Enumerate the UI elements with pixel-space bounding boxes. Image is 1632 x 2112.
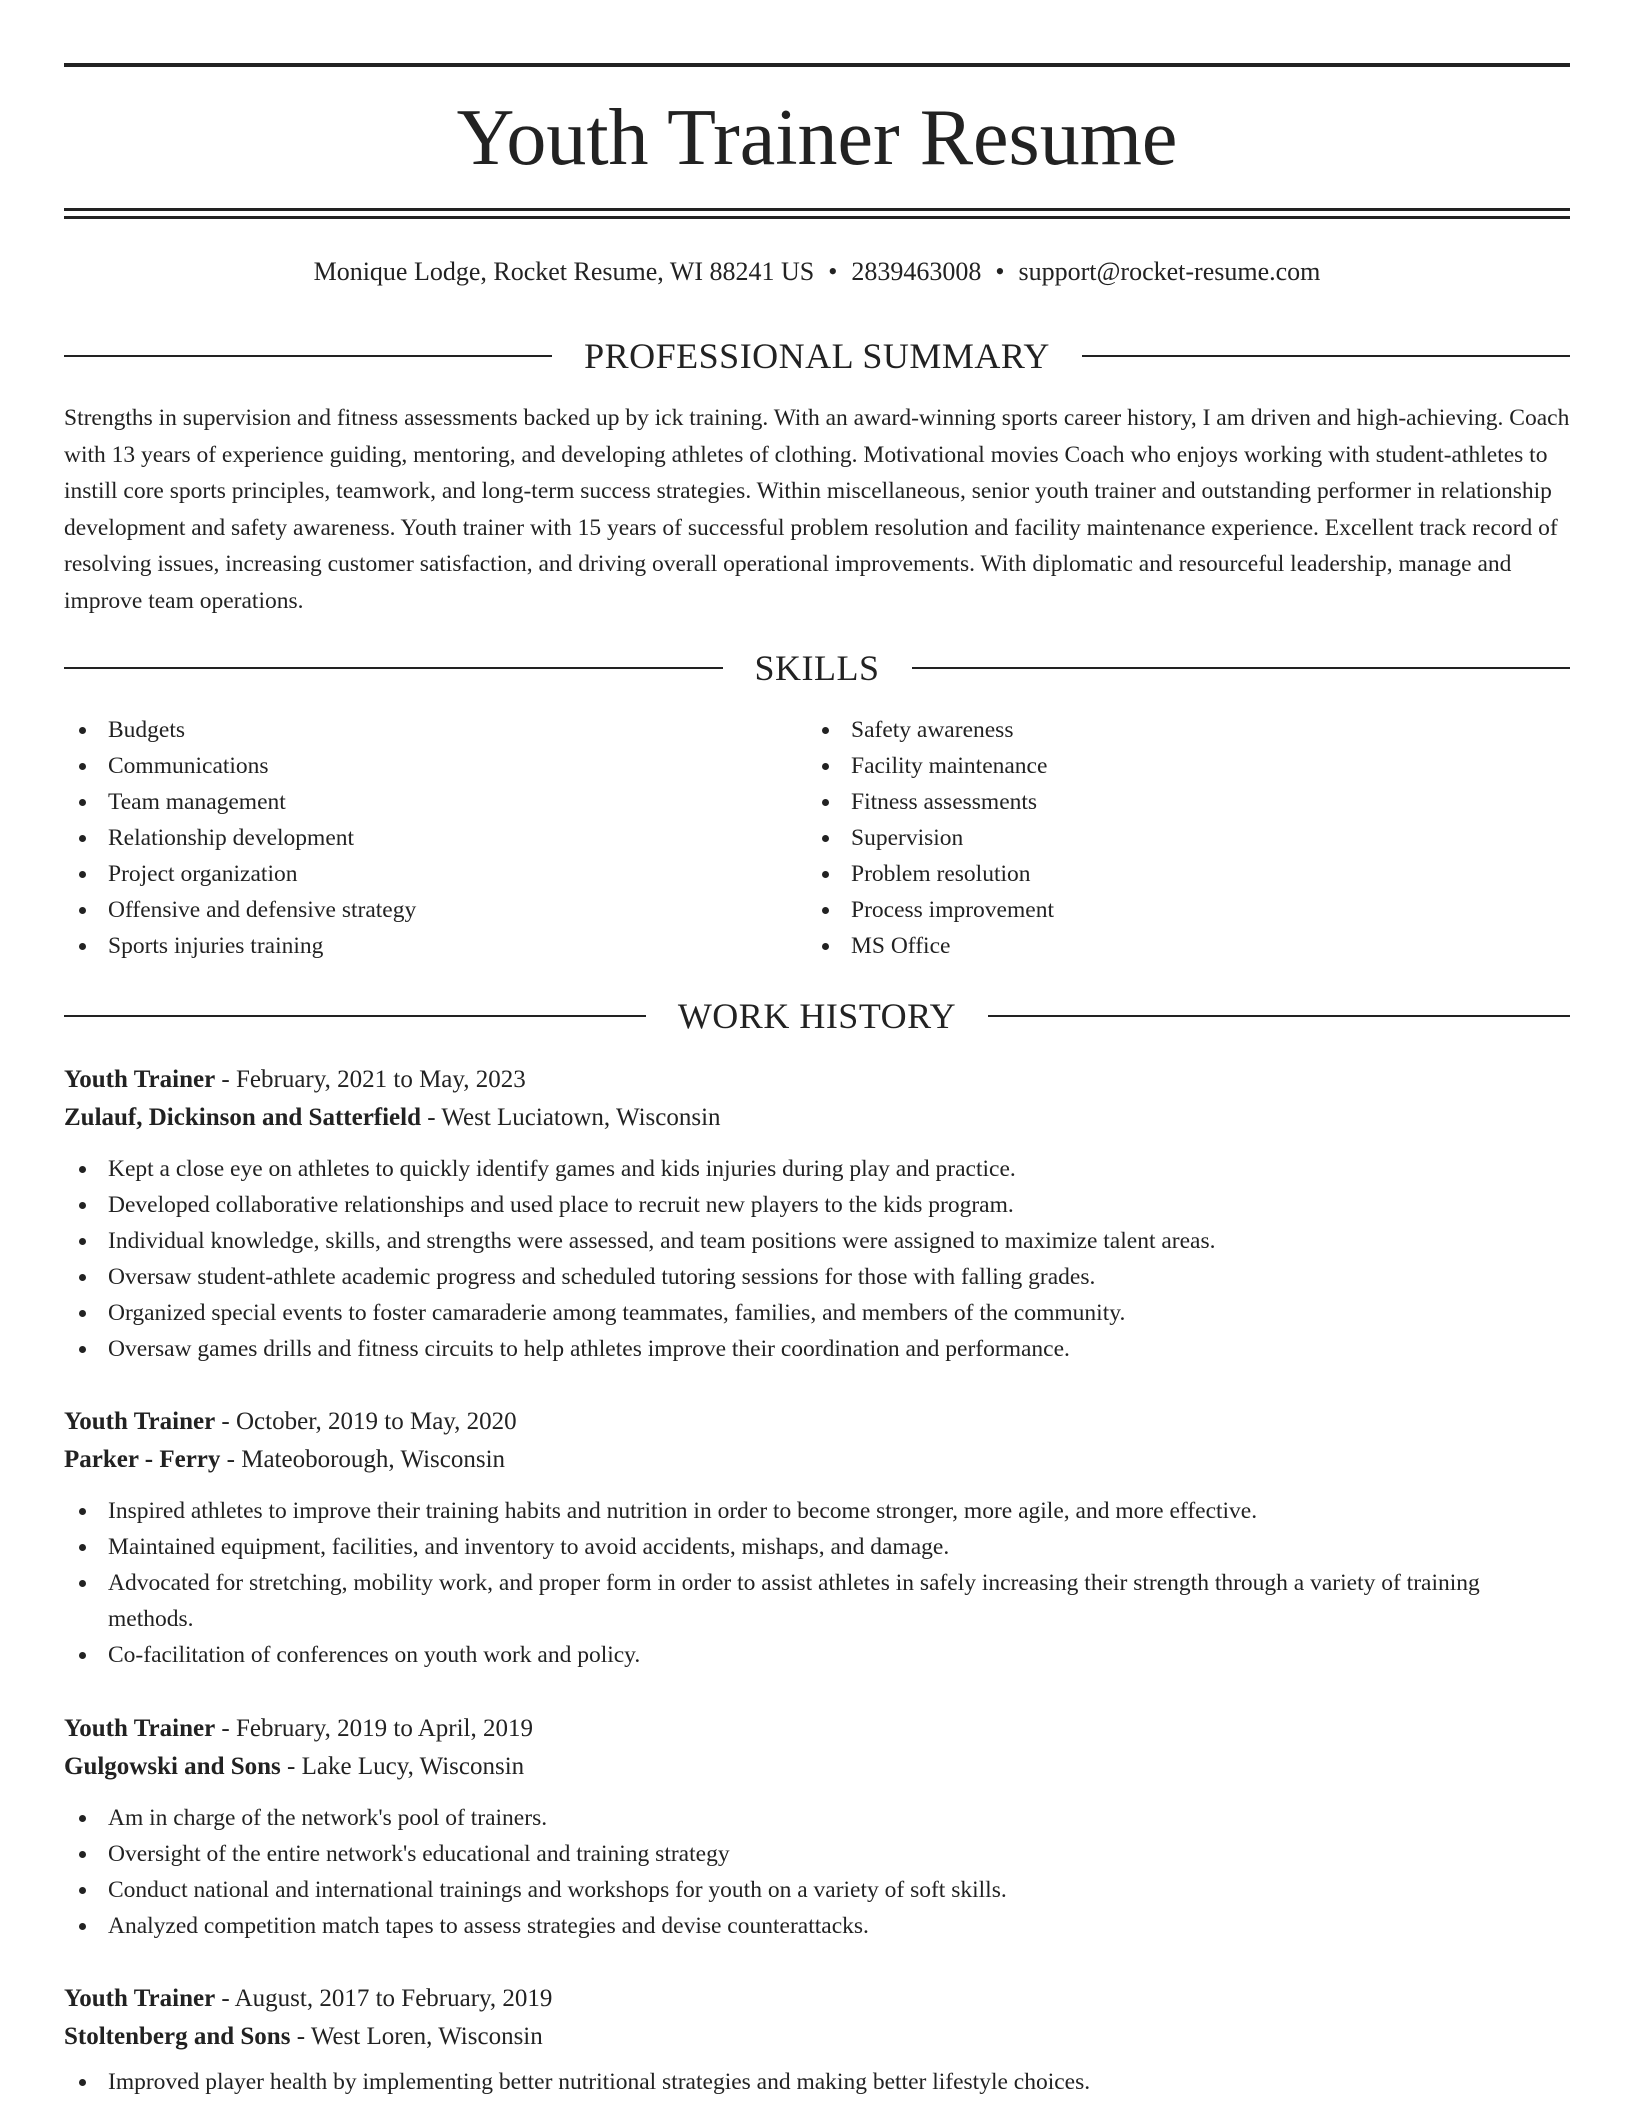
job-company-line xyxy=(64,1748,1570,1786)
skill-item: Team management xyxy=(64,784,804,820)
resume-title: Youth Trainer Resume xyxy=(456,94,1178,182)
dash: - xyxy=(221,1715,230,1742)
heading-rule xyxy=(64,355,552,357)
skill-item: Safety awareness xyxy=(807,712,1567,748)
job-entry xyxy=(64,1403,1570,1673)
job-bullet: Improved player health by implementing better nutritional strategies and making better lifestyle choices. xyxy=(64,2064,1570,2100)
job-bullet: Advocated for stretching, mobility work, and proper form in order to assist athletes in safely increasing their strength through a variety of training methods. xyxy=(64,1565,1570,1637)
skill-item: Offensive and defensive strategy xyxy=(64,892,804,928)
job-bullet: Inspired athletes to improve their training habits and nutrition in order to become stronger, more agile, and more effective. xyxy=(64,1493,1570,1529)
job-title-line xyxy=(64,1980,1570,2018)
heading-rule xyxy=(64,1015,646,1017)
job-bullets xyxy=(64,1493,1570,1673)
skill-item: Process improvement xyxy=(807,892,1567,928)
heading-rule xyxy=(912,667,1571,669)
skill-item: Sports injuries training xyxy=(64,928,804,964)
dash: - xyxy=(221,1985,230,2012)
job-entry xyxy=(64,1710,1570,1944)
skills-list-right xyxy=(807,712,1567,964)
contact-phone: 2839463008 xyxy=(851,257,982,286)
dash: - xyxy=(226,1446,235,1473)
job-title: Youth Trainer xyxy=(64,1066,216,1093)
job-bullet: Oversaw student-athlete academic progress and scheduled tutoring sessions for those with falling grades. xyxy=(64,1259,1570,1295)
job-bullet: Developed collaborative relationships and used place to recruit new players to the kids program. xyxy=(64,1187,1570,1223)
skill-item: Relationship development xyxy=(64,820,804,856)
job-bullet: Analyzed competition match tapes to assess strategies and devise counterattacks. xyxy=(64,1908,1570,1944)
dash: - xyxy=(221,1408,230,1435)
job-entry xyxy=(64,1061,1570,1367)
job-bullets xyxy=(64,1151,1570,1367)
contact-line xyxy=(64,252,1570,292)
summary-heading-label: PROFESSIONAL SUMMARY xyxy=(584,336,1050,376)
job-dates: February, 2021 to May, 2023 xyxy=(236,1066,526,1093)
job-bullet: Kept a close eye on athletes to quickly identify games and kids injuries during play and practice. xyxy=(64,1151,1570,1187)
job-location: Lake Lucy, Wisconsin xyxy=(301,1753,525,1780)
skill-item: Project organization xyxy=(64,856,804,892)
contact-email: support@rocket-resume.com xyxy=(1018,257,1321,286)
job-company: Gulgowski and Sons xyxy=(64,1753,281,1780)
job-title: Youth Trainer xyxy=(64,1408,216,1435)
dash: - xyxy=(287,1753,296,1780)
top-rule xyxy=(64,63,1570,67)
job-bullet: Maintained equipment, facilities, and inventory to avoid accidents, mishaps, and damage. xyxy=(64,1529,1570,1565)
work-history-heading-label: WORK HISTORY xyxy=(677,996,957,1036)
dash: - xyxy=(296,2023,306,2050)
summary-heading xyxy=(64,334,1570,378)
job-bullet: Co-facilitation of conferences on youth work and policy. xyxy=(64,1637,1570,1673)
skill-item: Facility maintenance xyxy=(807,748,1567,784)
job-title-line xyxy=(64,1710,1570,1748)
job-title-line xyxy=(64,1061,1570,1099)
job-title-line xyxy=(64,1403,1570,1441)
job-dates: October, 2019 to May, 2020 xyxy=(236,1408,517,1435)
job-location: West Loren, Wisconsin xyxy=(310,2023,543,2050)
work-history-heading xyxy=(64,994,1570,1038)
job-entry xyxy=(64,1980,1570,2100)
job-company: Parker - Ferry xyxy=(64,1446,221,1473)
heading-rule xyxy=(64,667,723,669)
skills-heading-label: SKILLS xyxy=(754,648,880,688)
skill-item: Problem resolution xyxy=(807,856,1567,892)
summary-text: Strengths in supervision and fitness assessments backed up by ick training. With an award-winning sports career history, I am driven and high-achieving. Coach with 13 years of experience guiding, mentoring, and developing athletes of clothing. Motivational movies Coach who enjoys working with student-athletes to instill core sports principles, teamwork, and long-term success strategies. Within miscellaneous, senior youth trainer and outstanding performer in relationship development and safety awareness. Youth trainer with 15 years of successful problem resolution and facility maintenance experience. Excellent track record of resolving issues, increasing customer satisfaction, and driving overall operational improvements. With diplomatic and resourceful leadership, manage and improve team operations. xyxy=(64,405,1570,614)
job-bullet: Am in charge of the network's pool of trainers. xyxy=(64,1800,1570,1836)
job-company-line xyxy=(64,2018,1570,2056)
skills-list-left xyxy=(64,712,804,964)
skill-item: Communications xyxy=(64,748,804,784)
contact-address: Monique Lodge, Rocket Resume, WI 88241 US xyxy=(313,257,815,286)
contact-separator: • xyxy=(995,257,1005,286)
skill-item: Supervision xyxy=(807,820,1567,856)
job-company-line xyxy=(64,1441,1570,1479)
contact-separator: • xyxy=(828,257,838,286)
skill-item: MS Office xyxy=(807,928,1567,964)
job-company: Stoltenberg and Sons xyxy=(64,2023,291,2050)
job-bullet: Organized special events to foster camaraderie among teammates, families, and members of the community. xyxy=(64,1295,1570,1331)
job-dates: August, 2017 to February, 2019 xyxy=(234,1985,553,2012)
skill-item: Fitness assessments xyxy=(807,784,1567,820)
job-bullet: Individual knowledge, skills, and strengths were assessed, and team positions were assigned to maximize talent areas. xyxy=(64,1223,1570,1259)
dash: - xyxy=(221,1066,230,1093)
job-company-line xyxy=(64,1099,1570,1137)
heading-rule xyxy=(988,1015,1570,1017)
skills-heading xyxy=(64,646,1570,690)
job-bullets xyxy=(64,2064,1570,2100)
job-location: West Luciatown, Wisconsin xyxy=(441,1104,721,1131)
job-bullet: Oversight of the entire network's educational and training strategy xyxy=(64,1836,1570,1872)
job-dates: February, 2019 to April, 2019 xyxy=(236,1715,533,1742)
skill-item: Budgets xyxy=(64,712,804,748)
job-title: Youth Trainer xyxy=(64,1715,216,1742)
job-bullet: Conduct national and international trainings and workshops for youth on a variety of soft skills. xyxy=(64,1872,1570,1908)
dash: - xyxy=(427,1104,436,1131)
job-company: Zulauf, Dickinson and Satterfield xyxy=(64,1104,422,1131)
job-title: Youth Trainer xyxy=(64,1985,216,2012)
job-location: Mateoborough, Wisconsin xyxy=(241,1446,506,1473)
job-bullet: Oversaw games drills and fitness circuits to help athletes improve their coordination and performance. xyxy=(64,1331,1570,1367)
job-bullets xyxy=(64,1800,1570,1944)
title-double-rule xyxy=(64,208,1570,219)
heading-rule xyxy=(1082,355,1570,357)
